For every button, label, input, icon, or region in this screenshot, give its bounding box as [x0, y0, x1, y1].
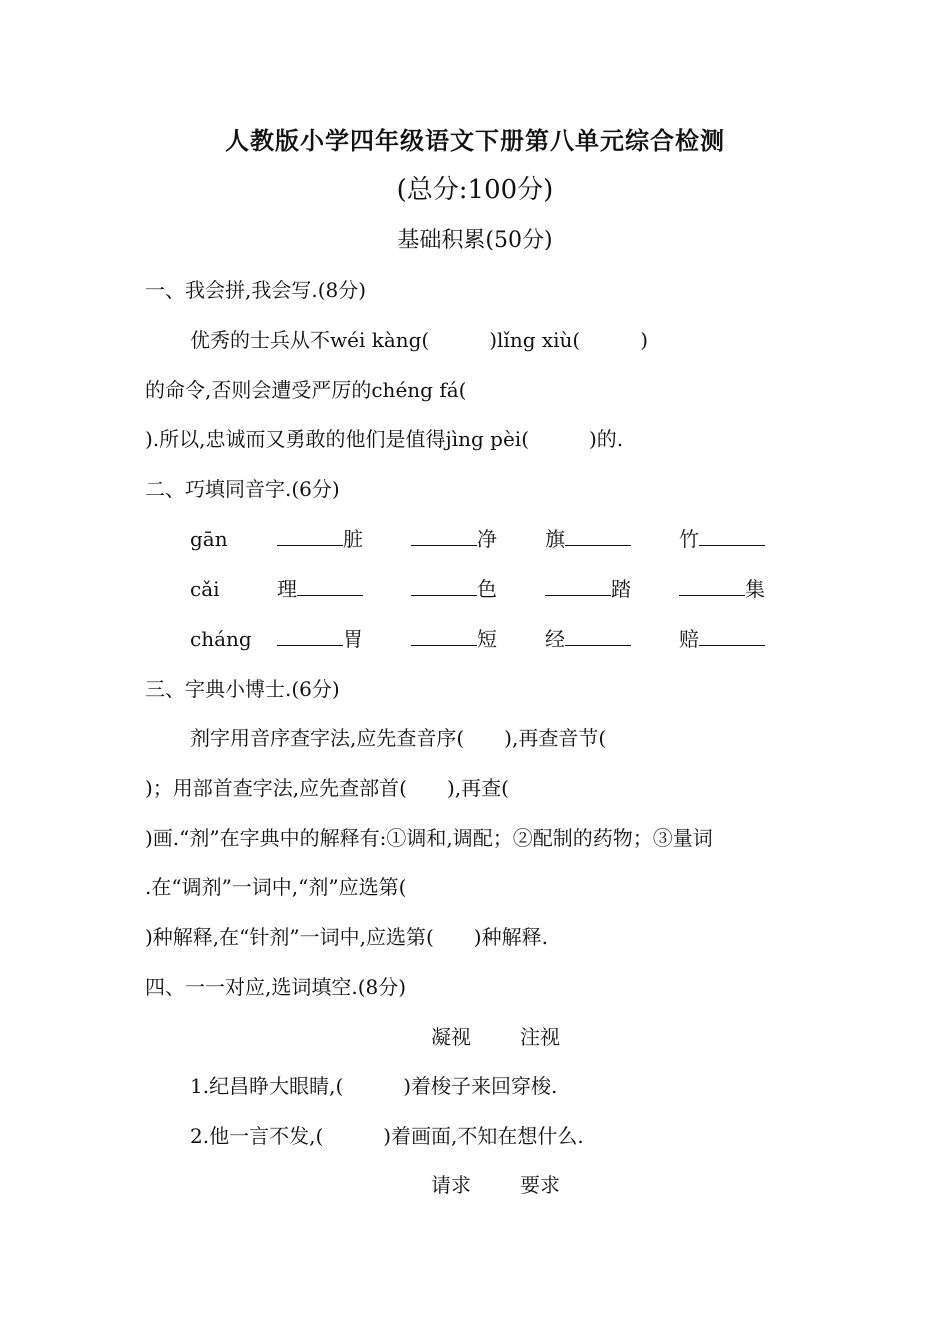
- section-heading: 基础积累(50分): [397, 228, 553, 253]
- q1-line-3: ).所以,忠诚而又勇敢的他们是值得jìng pèi( )的.: [145, 427, 624, 451]
- homophone-item: [277, 576, 363, 602]
- homophone-char: 旗: [545, 527, 565, 551]
- homophone-item: [679, 626, 765, 652]
- q4-sentence-1: 1.纪昌睁大眼睛,( )着梭子来回穿梭.: [190, 1074, 558, 1098]
- homophone-char: 胃: [343, 627, 363, 651]
- q2-heading: 二、巧填同音字.(6分): [145, 477, 340, 501]
- homophone-char: 集: [745, 577, 765, 601]
- q1-heading: 一、我会拼,我会写.(8分): [145, 278, 367, 302]
- answer-blank[interactable]: [699, 627, 765, 646]
- q3-line-1: 剂字用音序查字法,应先查音序( ),再查音节(: [190, 726, 607, 750]
- answer-blank[interactable]: [679, 577, 745, 596]
- homophone-item: [411, 626, 497, 652]
- q3-line-3: )画.“剂”在字典中的解释有:①调和,调配；②配制的药物；③量词: [145, 826, 713, 850]
- answer-blank[interactable]: [699, 527, 765, 546]
- homophone-char: 踏: [611, 577, 631, 601]
- homophone-pinyin: cǎi: [190, 577, 220, 601]
- q3-heading: 三、字典小博士.(6分): [145, 677, 340, 701]
- homophone-char: 净: [477, 527, 497, 551]
- homophone-item: [277, 626, 363, 652]
- answer-blank[interactable]: [565, 527, 631, 546]
- answer-blank[interactable]: [411, 527, 477, 546]
- homophone-char: 经: [545, 627, 565, 651]
- q1-line-2: 的命令,否则会遭受严厉的chéng fá(: [145, 378, 467, 402]
- word-option: 请求: [431, 1173, 471, 1197]
- homophone-char: 竹: [679, 527, 699, 551]
- homophone-char: 理: [277, 577, 297, 601]
- total-score: (总分:100分): [396, 175, 554, 205]
- answer-blank[interactable]: [411, 627, 477, 646]
- homophone-item: [545, 526, 631, 552]
- homophone-char: 短: [477, 627, 497, 651]
- homophone-item: [411, 526, 497, 552]
- answer-blank[interactable]: [277, 527, 343, 546]
- homophone-item: [277, 526, 363, 552]
- q3-line-2: )；用部首查字法,应先查部首( ),再查(: [145, 776, 509, 800]
- word-option: 要求: [520, 1173, 560, 1197]
- answer-blank[interactable]: [297, 577, 363, 596]
- homophone-item: [679, 526, 765, 552]
- homophone-char: 脏: [343, 527, 363, 551]
- q1-line-1: 优秀的士兵从不wéi kàng( )lǐng xiù( ): [190, 328, 649, 352]
- homophone-item: [411, 576, 497, 602]
- homophone-pinyin: cháng: [190, 627, 252, 651]
- answer-blank[interactable]: [565, 627, 631, 646]
- homophone-item: [545, 576, 631, 602]
- q4-heading: 四、一一对应,选词填空.(8分): [145, 975, 407, 999]
- homophone-char: 色: [477, 577, 497, 601]
- homophone-item: [545, 626, 631, 652]
- answer-blank[interactable]: [277, 627, 343, 646]
- word-option: 凝视: [431, 1025, 471, 1049]
- word-option: 注视: [520, 1025, 560, 1049]
- homophone-char: 赔: [679, 627, 699, 651]
- q4-sentence-2: 2.他一言不发,( )着画面,不知在想什么.: [190, 1124, 584, 1148]
- answer-blank[interactable]: [545, 577, 611, 596]
- homophone-item: [679, 576, 765, 602]
- exam-title: 人教版小学四年级语文下册第八单元综合检测: [225, 126, 725, 155]
- q3-line-5: )种解释,在“针剂”一词中,应选第( )种解释.: [145, 925, 548, 949]
- homophone-pinyin: gān: [190, 527, 228, 551]
- answer-blank[interactable]: [411, 577, 477, 596]
- q3-line-4: .在“调剂”一词中,“剂”应选第(: [145, 875, 407, 899]
